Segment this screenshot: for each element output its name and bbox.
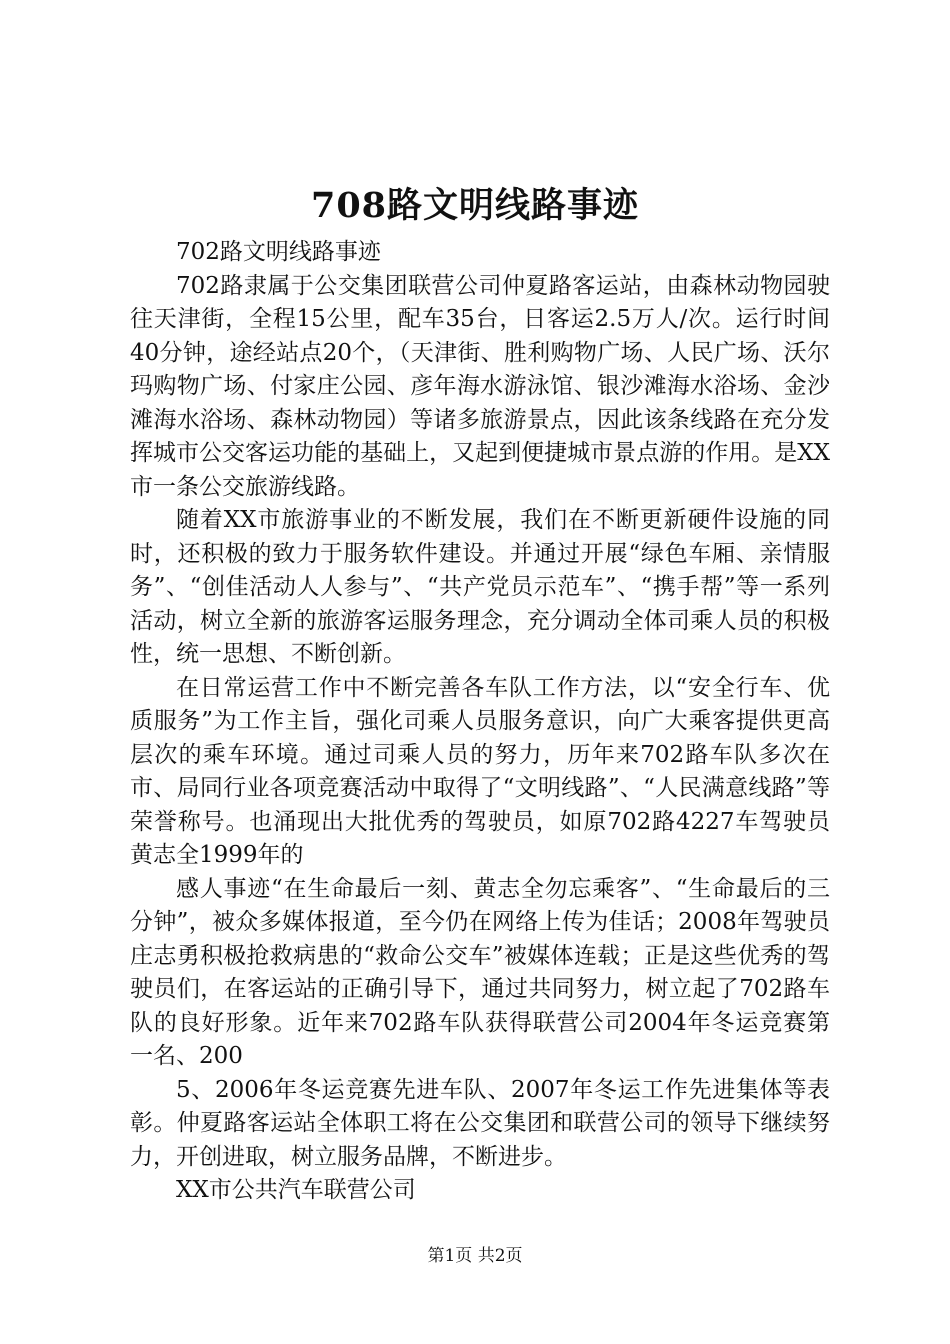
document-body	[130, 236, 830, 1208]
page-footer: 第1页 共2页	[427, 1246, 523, 1266]
paragraph-subtitle: 702路文明线路事迹	[176, 239, 381, 265]
paragraph: 在日常运营工作中不断完善各车队工作方法，以“安全行车、优质服务”为工作主旨，强化司乘人员服务意识，向广大乘客提供更高层次的乘车环境。通过司乘人员的努力，历年来702路车队多次在市、局同行业各项竞赛活动中取得了“文明线路”、“人民满意线路”等荣誉称号。也涌现出大批优秀的驾驶员，如原702路4227车驾驶员黄志全1999年的	[130, 674, 830, 868]
paragraph: 随着XX市旅游事业的不断发展，我们在不断更新硬件设施的同时，还积极的致力于服务软件建设。并通过开展“绿色车厢、亲情服务”、“创佳活动人人参与”、“共产党员示范车”、“携手帮”等一系列活动，树立全新的旅游客运服务理念，充分调动全体司乘人员的积极性，统一思想、不断创新。	[130, 507, 830, 667]
paragraph: 5、2006年冬运竞赛先进车队、2007年冬运工作先进集体等表彰。仲夏路客运站全体职工将在公交集团和联营公司的领导下继续努力，开创进取，树立服务品牌，不断进步。	[130, 1076, 830, 1170]
paragraph: 702路隶属于公交集团联营公司仲夏路客运站，由森林动物园驶往天津街，全程15公里，配车35台，日客运2.5万人/次。运行时间40分钟，途经站点20个，（天津街、胜利购物广场、人民广场、沃尔玛购物广场、付家庄公园、彦年海水游泳馆、银沙滩海水浴场、金沙滩海水浴场、森林动物园）等诸多旅游景点，因此该条线路在充分发挥城市公交客运功能的基础上，又起到便捷城市景点游的作用。是XX市一条公交旅游线路。	[130, 272, 830, 500]
paragraph-signature: XX市公共汽车联营公司	[176, 1177, 416, 1203]
document-title: 708路文明线路事迹	[310, 185, 640, 226]
paragraph: 感人事迹“在生命最后一刻、黄志全勿忘乘客”、“生命最后的三分钟”，被众多媒体报道，至今仍在网络上传为佳话；2008年驾驶员庄志勇积极抢救病患的“救命公交车”被媒体连载；正是这些优秀的驾驶员们，在客运站的正确引导下，通过共同努力，树立起了702路车队的良好形象。近年来702路车队获得联营公司2004年冬运竞赛第一名、200	[130, 875, 830, 1069]
